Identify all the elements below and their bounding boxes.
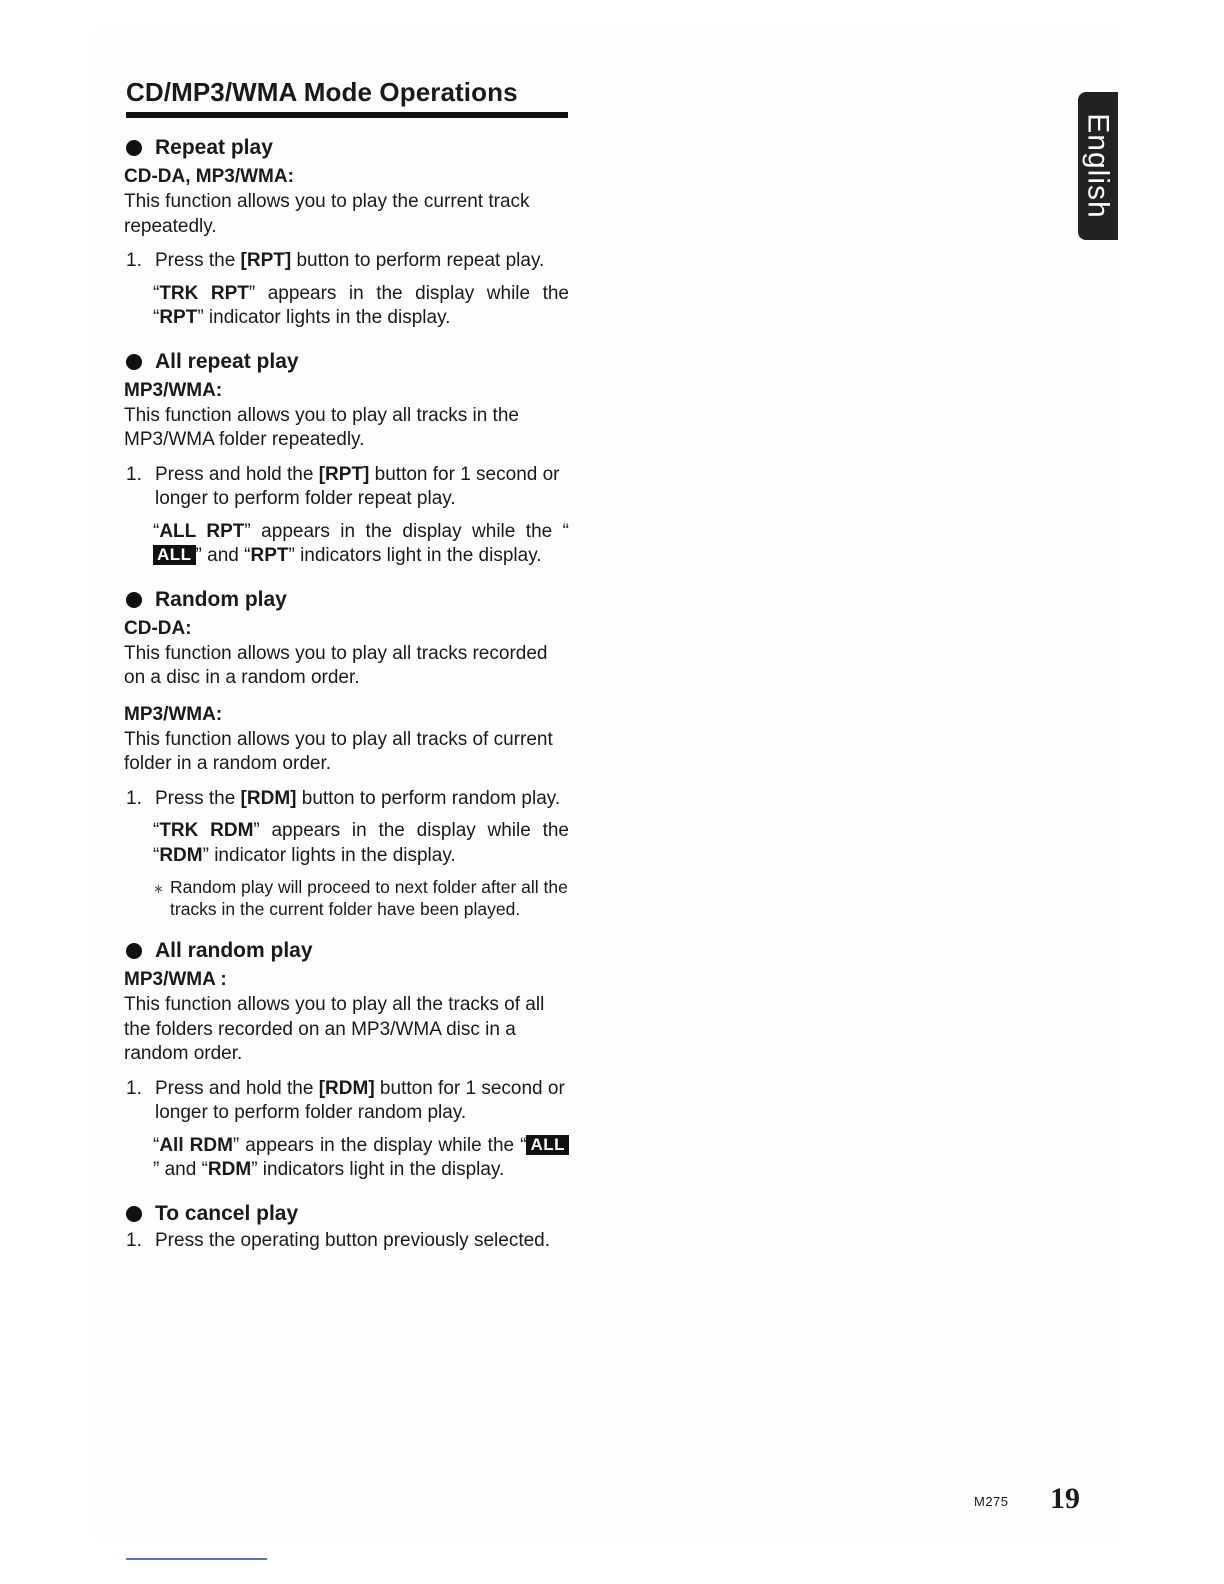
key-label: [RDM] <box>240 787 297 809</box>
description: This function allows you to play all tracks in the MP3/WMA folder repeatedly. <box>124 404 519 450</box>
description: This function allows you to play the current track repeatedly. <box>124 191 530 237</box>
bullet-icon <box>126 354 142 370</box>
section-heading <box>124 347 569 377</box>
bullet-icon <box>126 140 142 156</box>
section-all-random-play <box>124 936 569 1183</box>
heading-text: Random play <box>155 587 287 611</box>
display-note: “ALL RPT” appears in the display while the “ALL ” and “RPT” indicators light in the display. <box>153 520 569 566</box>
heading-text: All repeat play <box>155 349 299 373</box>
section-repeat-play <box>124 133 569 331</box>
step-text: Press the [RDM] button to perform random play. <box>155 787 561 809</box>
language-tab <box>1078 92 1118 240</box>
page-number: 19 <box>1050 1482 1080 1515</box>
step-item <box>124 787 569 812</box>
sub-heading: CD-DA: <box>124 617 192 639</box>
heading-text: All random play <box>155 939 313 962</box>
section-heading <box>124 133 569 163</box>
step-item <box>124 1077 569 1126</box>
key-label: [RPT] <box>240 250 292 271</box>
asterisk-icon: ∗ <box>153 881 164 896</box>
all-indicator-badge: ALL <box>526 1135 569 1155</box>
step-text: Press the [RPT] button to perform repeat play. <box>155 250 545 271</box>
step-number: 1. <box>126 787 142 809</box>
display-note: “All RDM” appears in the display while the “ ALL” and “RDM” indicators light in the display. <box>153 1134 569 1183</box>
display-note: “TRK RDM” appears in the display while the “RDM” indicator lights in the display. <box>153 820 569 866</box>
model-code: M275 <box>974 1494 1009 1509</box>
footnote <box>153 876 569 920</box>
sub-heading: MP3/WMA: <box>124 703 223 725</box>
sub-heading: MP3/WMA: <box>124 379 223 401</box>
bullet-icon <box>126 592 142 608</box>
step-item <box>124 249 569 274</box>
step-item <box>124 1229 569 1254</box>
section-heading <box>124 1199 569 1229</box>
heading-text: Repeat play <box>155 136 273 159</box>
section-all-repeat-play <box>124 347 569 569</box>
bullet-icon <box>126 1206 142 1222</box>
step-number: 1. <box>126 250 142 271</box>
section-cancel-play <box>124 1199 569 1254</box>
description: This function allows you to play all tracks recorded on a disc in a random order. <box>124 642 548 688</box>
step-text: Press and hold the [RDM] button for 1 second or longer to perform folder random play. <box>155 1077 565 1123</box>
step-item <box>124 463 569 512</box>
section-random-play <box>124 585 569 921</box>
section-heading <box>124 585 569 615</box>
title-rule <box>126 112 568 118</box>
description: This function allows you to play all the tracks of all the folders recorded on an MP3/WMA disc in a random order. <box>124 994 545 1064</box>
bottom-rule <box>126 1558 267 1560</box>
content-column <box>124 70 569 1261</box>
key-label: [RDM] <box>318 1077 375 1099</box>
section-heading <box>124 936 569 966</box>
display-note: “TRK RPT” appears in the display while the “RPT” indicator lights in the display. <box>153 282 569 328</box>
step-text: Press and hold the [RPT] button for 1 second or longer to perform folder repeat play. <box>155 463 560 509</box>
step-number: 1. <box>126 463 142 485</box>
key-label: [RPT] <box>318 463 370 485</box>
sub-heading: CD-DA, MP3/WMA: <box>124 166 294 187</box>
page-title: CD/MP3/WMA Mode Operations <box>126 77 518 107</box>
step-number: 1. <box>126 1229 142 1251</box>
sub-heading: MP3/WMA : <box>124 969 227 990</box>
bullet-icon <box>126 943 142 959</box>
step-text: Press the operating button previously selected. <box>155 1229 551 1251</box>
description: This function allows you to play all tracks of current folder in a random order. <box>124 728 553 774</box>
heading-text: To cancel play <box>155 1201 299 1225</box>
language-label: English <box>1082 113 1115 219</box>
step-number: 1. <box>126 1077 142 1099</box>
footnote-text: Random play will proceed to next folder after all the tracks in the current folder have been played. <box>170 877 568 919</box>
all-indicator-badge: ALL <box>153 545 196 565</box>
